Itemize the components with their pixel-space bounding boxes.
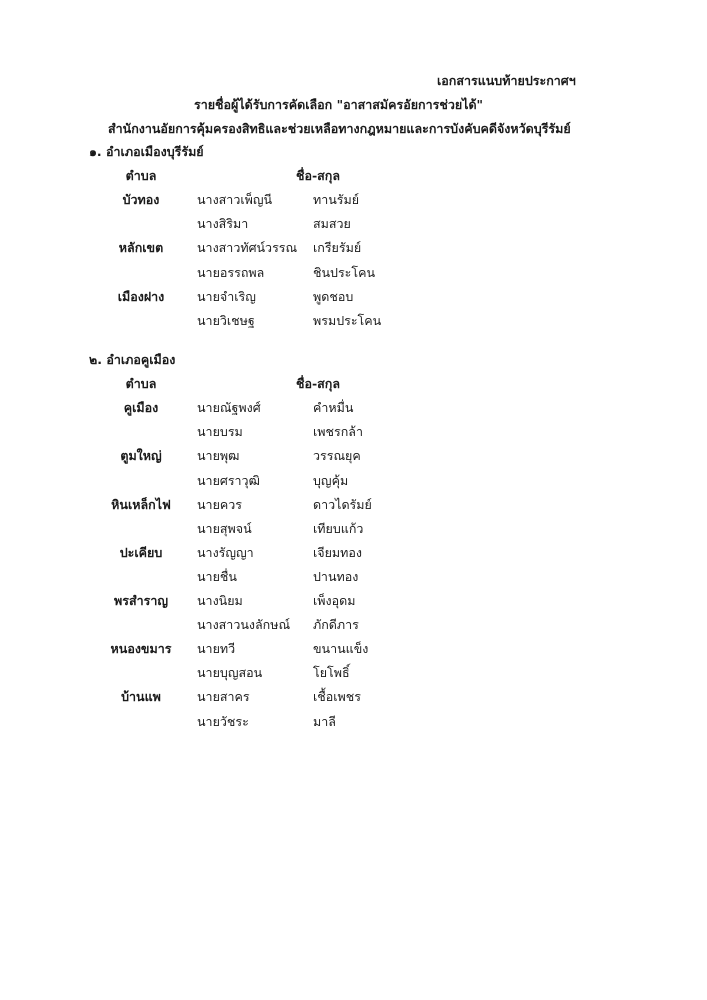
column-header-name: ชื่อ-สกุล: [295, 168, 341, 184]
person-first-name: นางสิริมา: [197, 216, 249, 232]
person-last-name: เกรียรัมย์: [313, 240, 362, 256]
person-first-name: นายอรรถพล: [197, 264, 265, 280]
person-first-name: นางสาวเพ็ญนี: [197, 192, 273, 208]
person-last-name: เทียบแก้ว: [313, 520, 364, 536]
person-last-name: โยโพธิ์: [313, 665, 350, 681]
person-last-name: วรรณยุค: [313, 448, 361, 464]
person-first-name: นายสุพจน์: [197, 520, 252, 536]
person-first-name: นายณัฐพงศ์: [197, 400, 261, 416]
subdistrict-name: หลักเขต: [118, 240, 164, 256]
person-last-name: บุญคุ้ม: [313, 472, 349, 488]
person-last-name: ทานรัมย์: [313, 192, 360, 208]
person-first-name: นายสาคร: [197, 689, 250, 705]
subdistrict-name: หนองขมาร: [110, 641, 172, 657]
district-heading: ๑. อำเภอเมืองบุรีรัมย์: [89, 144, 204, 159]
person-first-name: นางรัญญา: [197, 544, 254, 560]
person-first-name: นายบุญสอน: [197, 665, 263, 681]
person-first-name: นายศราวุฒิ: [197, 472, 260, 488]
person-first-name: นายพุฒ: [197, 448, 240, 464]
person-first-name: นายวิเชษฐ: [197, 312, 255, 328]
person-last-name: ภักดีภาร: [313, 617, 359, 633]
subdistrict-name: เมืองฝาง: [117, 288, 165, 304]
column-header-name: ชื่อ-สกุล: [295, 376, 341, 392]
column-header-subdistrict: ตำบล: [125, 168, 157, 184]
column-header-subdistrict: ตำบล: [125, 376, 157, 392]
person-first-name: นายจำเริญ: [197, 288, 256, 304]
subdistrict-name: บ้านแพ: [121, 689, 161, 705]
person-last-name: เพ็งอุดม: [313, 593, 356, 608]
person-first-name: นายควร: [197, 496, 242, 512]
person-last-name: ขนานแข็ง: [313, 641, 369, 657]
person-first-name: นายวัชระ: [197, 713, 249, 729]
district-heading: ๒. อำเภอคูเมือง: [89, 352, 176, 367]
person-last-name: พรมประโคน: [313, 312, 382, 328]
person-last-name: ดาวไดรัมย์: [313, 496, 372, 512]
attachment-note: เอกสารแนบท้ายประกาศฯ: [437, 73, 576, 88]
person-first-name: นางสาวทัศน์วรรณ: [197, 240, 298, 256]
subdistrict-name: พรสำราญ: [114, 593, 168, 608]
subdistrict-name: ปะเคียบ: [119, 544, 163, 560]
person-first-name: นางนิยม: [197, 593, 243, 608]
subdistrict-name: ตูมใหญ่: [120, 448, 162, 464]
document-title: รายชื่อผู้ได้รับการคัดเลือก "อาสาสมัครอัยการช่วยได้": [194, 97, 484, 112]
person-first-name: นายทวี: [197, 641, 236, 657]
person-first-name: นายบรม: [197, 424, 243, 440]
subdistrict-name: คูเมือง: [123, 400, 159, 416]
person-last-name: ชินประโคน: [313, 264, 376, 280]
person-last-name: คำหมื่น: [313, 400, 354, 416]
subdistrict-name: หินเหล็กไฟ: [111, 496, 171, 512]
person-last-name: ปานทอง: [313, 568, 359, 584]
person-last-name: มาลี: [313, 713, 336, 729]
office-name: สำนักงานอัยการคุ้มครองสิทธิและช่วยเหลือทางกฎหมายและการบังคับคดีจังหวัดบุรีรัมย์: [108, 121, 571, 136]
person-last-name: เพชรกล้า: [313, 424, 363, 440]
person-last-name: สมสวย: [313, 216, 351, 232]
person-last-name: เจียมทอง: [313, 544, 363, 560]
person-last-name: เชื้อเพชร: [313, 689, 361, 705]
person-first-name: นายชื่น: [197, 568, 237, 584]
subdistrict-name: บัวทอง: [122, 192, 160, 208]
person-first-name: นางสาวนงลักษณ์: [197, 617, 291, 633]
person-last-name: พูดชอบ: [313, 288, 354, 304]
